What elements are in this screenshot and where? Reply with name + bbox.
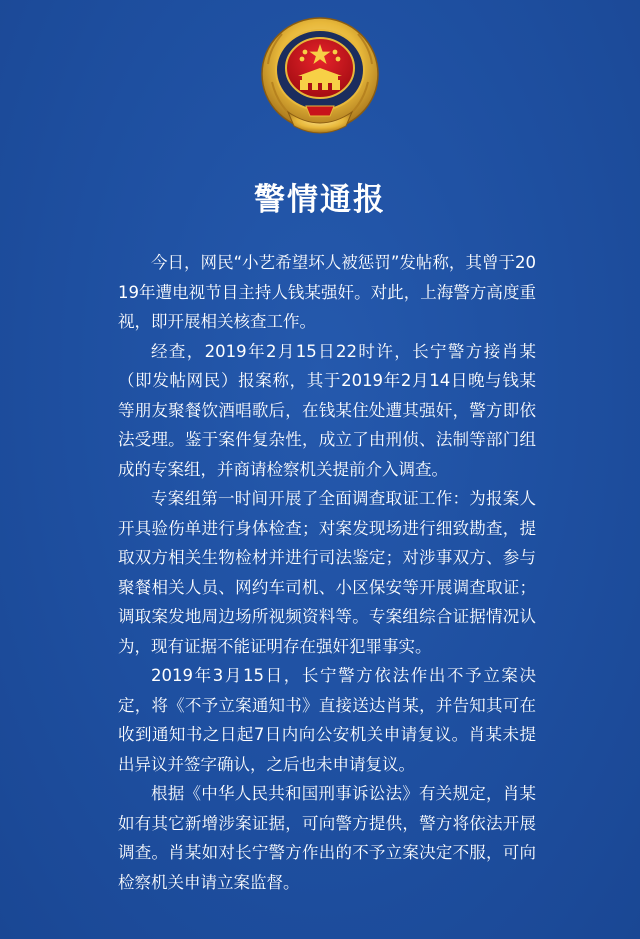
paragraph-4: 2019年3月15日，长宁警方依法作出不予立案决定，将《不予立案通知书》直接送达肖某，并告知其可在收到通知书之日起7日内向公安机关申请复议。肖某未提出异议并签字确认，之后也未申请复议。 <box>118 666 536 774</box>
paragraph-3: 专案组第一时间开展了全面调查取证工作：为报案人开具验伤单进行身体检查；对案发现场进行细致勘查，提取双方相关生物检材并进行司法鉴定；对涉事双方、参与聚餐相关人员、网约车司机、小区保安等开展调查取证；调取案发地周边场所视频资料等。专案组综合证据情况认为，现有证据不能证明存在强奸犯罪事实。 <box>118 489 536 656</box>
paragraph-2: 经查，2019年2月15日22时许，长宁警方接肖某（即发帖网民）报案称，其于2019年2月14日晚与钱某等朋友聚餐饮酒唱歌后，在钱某住处遭其强奸，警方即依法受理。鉴于案件复杂性，成立了由刑侦、法制等部门组成的专案组，并商请检察机关提前介入调查。 <box>118 341 536 479</box>
paragraph-1: 今日，网民“小艺希望坏人被惩罚”发帖称，其曾于2019年遭电视节目主持人钱某强奸。对此，上海警方高度重视，即开展相关核查工作。 <box>118 253 536 331</box>
page-title: 警情通报 <box>254 182 386 218</box>
police-emblem-icon <box>258 12 382 140</box>
paragraph-5: 根据《中华人民共和国刑事诉讼法》有关规定，肖某如有其它新增涉案证据，可向警方提供，警方将依法开展调查。肖某如对长宁警方作出的不予立案决定不服，可向检察机关申请立案监督。 <box>118 784 536 892</box>
notice-body <box>118 248 536 897</box>
